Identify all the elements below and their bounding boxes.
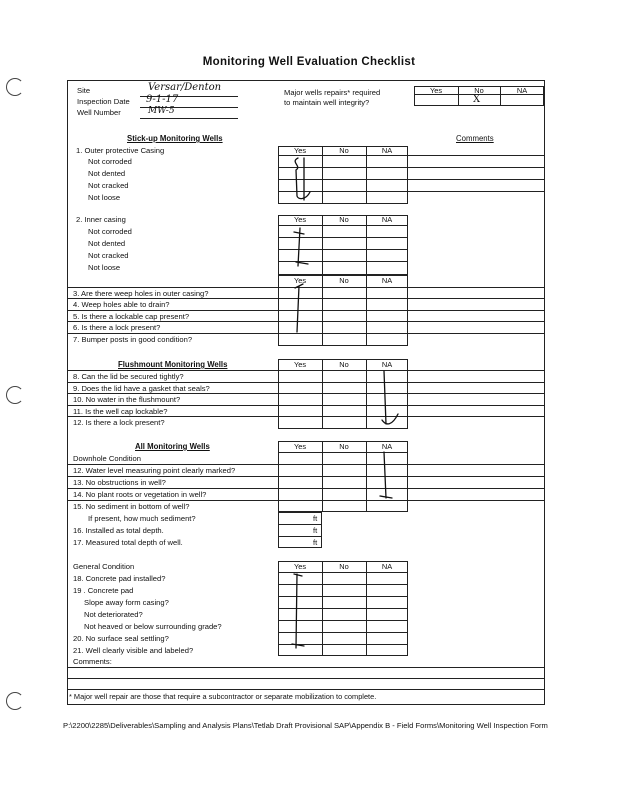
- general-heading: General Condition: [73, 562, 135, 571]
- grid-no-header: No: [339, 562, 349, 571]
- question-15: 15. No sediment in bottom of well?: [73, 502, 190, 511]
- outer-casing-label: 1. Outer protective Casing: [76, 146, 165, 155]
- question-11: 11. Is the well cap lockable?: [73, 407, 168, 416]
- inner-item: Not corroded: [88, 227, 132, 236]
- question-19-deteriorated: Not deteriorated?: [84, 610, 143, 619]
- comments-label: Comments:: [73, 657, 112, 666]
- question-17: 17. Measured total depth of well.: [73, 538, 183, 547]
- question-12-marked: 12. Water level measuring point clearly marked?: [73, 466, 236, 475]
- question-5: 5. Is there a lockable cap present?: [73, 312, 190, 321]
- grid-no-header: No: [339, 146, 349, 155]
- question-9: 9. Does the lid have a gasket that seals?: [73, 384, 210, 393]
- question-8: 8. Can the lid be secured tightly?: [73, 372, 184, 381]
- inspection-date-value: 9-1-17: [146, 94, 179, 105]
- question-19-slope: Slope away form casing?: [84, 598, 169, 607]
- outer-item: Not loose: [88, 193, 121, 202]
- outer-item: Not corroded: [88, 157, 132, 166]
- grid-no-header: No: [339, 360, 349, 369]
- question-21: 21. Well clearly visible and labeled?: [73, 646, 194, 655]
- inner-item: Not dented: [88, 239, 126, 248]
- site-label: Site: [77, 86, 91, 95]
- well-number-value: MW-5: [148, 106, 175, 116]
- major-repairs-question-line2: to maintain well integrity?: [284, 98, 370, 107]
- page-title: Monitoring Well Evaluation Checklist: [202, 56, 416, 68]
- question-18: 18. Concrete pad installed?: [73, 574, 166, 583]
- grid-yes-header: Yes: [293, 276, 307, 285]
- inner-item: Not loose: [88, 263, 121, 272]
- grid-na-header: NA: [381, 146, 393, 155]
- grid-na-header: NA: [381, 215, 393, 224]
- grid-yes-header: Yes: [293, 360, 307, 369]
- major-no-header: No: [474, 86, 484, 95]
- major-na-header: NA: [516, 86, 528, 95]
- outer-item: Not dented: [88, 169, 126, 178]
- inner-casing-label: 2. Inner casing: [76, 215, 126, 224]
- grid-no-header: No: [339, 215, 349, 224]
- grid-na-header: NA: [381, 276, 393, 285]
- question-10: 10. No water in the flushmount?: [73, 395, 181, 404]
- all-wells-heading: All Monitoring Wells: [135, 442, 210, 451]
- grid-na-header: NA: [381, 360, 393, 369]
- outer-item: Not cracked: [88, 181, 129, 190]
- question-19: 19 . Concrete pad: [73, 586, 134, 595]
- downhole-subheading: Downhole Condition: [73, 454, 141, 463]
- question-6: 6. Is there a lock present?: [73, 323, 161, 332]
- unit-ft: ft: [313, 514, 318, 523]
- question-13: 13. No obstructions in well?: [73, 478, 166, 487]
- grid-no-header: No: [339, 276, 349, 285]
- comments-header: Comments: [456, 134, 494, 143]
- question-3: 3. Are there weep holes in outer casing?: [73, 289, 209, 298]
- question-14: 14. No plant roots or vegetation in well?: [73, 490, 207, 499]
- grid-yes-header: Yes: [293, 562, 307, 571]
- question-4: 4. Weep holes able to drain?: [73, 300, 170, 309]
- inspection-date-label: Inspection Date: [77, 97, 130, 106]
- unit-ft: ft: [313, 538, 318, 547]
- question-20: 20. No surface seal settling?: [73, 634, 169, 643]
- well-number-label: Well Number: [77, 108, 121, 117]
- flushmount-heading: Flushmount Monitoring Wells: [118, 360, 228, 369]
- site-value: Versar/Denton: [148, 82, 222, 93]
- grid-na-header: NA: [381, 562, 393, 571]
- major-no-mark: X: [473, 94, 481, 105]
- major-repairs-question-line1: Major wells repairs* required: [284, 88, 381, 97]
- question-7: 7. Bumper posts in good condition?: [73, 335, 193, 344]
- major-yes-header: Yes: [429, 86, 443, 95]
- grid-yes-header: Yes: [293, 146, 307, 155]
- inner-item: Not cracked: [88, 251, 129, 260]
- stickup-heading: Stick-up Monitoring Wells: [127, 134, 223, 143]
- question-16: 16. Installed as total depth.: [73, 526, 164, 535]
- question-12-lock: 12. Is there a lock present?: [73, 418, 165, 427]
- grid-na-header: NA: [381, 442, 393, 451]
- grid-yes-header: Yes: [293, 215, 307, 224]
- unit-ft: ft: [313, 526, 318, 535]
- question-19-heaved: Not heaved or below surrounding grade?: [84, 622, 222, 631]
- footnote: * Major well repair are those that require a subcontractor or separate mobilization to complete.: [69, 692, 377, 701]
- file-path-footer: P:\2200\2285\Deliverables\Sampling and Analysis Plans\Tetlab Draft Provisional SAP\Appendix B - Field Forms\Monitoring Well Inspection Form: [63, 721, 548, 730]
- grid-yes-header: Yes: [293, 442, 307, 451]
- grid-no-header: No: [339, 442, 349, 451]
- sediment-amount-question: If present, how much sediment?: [88, 514, 196, 523]
